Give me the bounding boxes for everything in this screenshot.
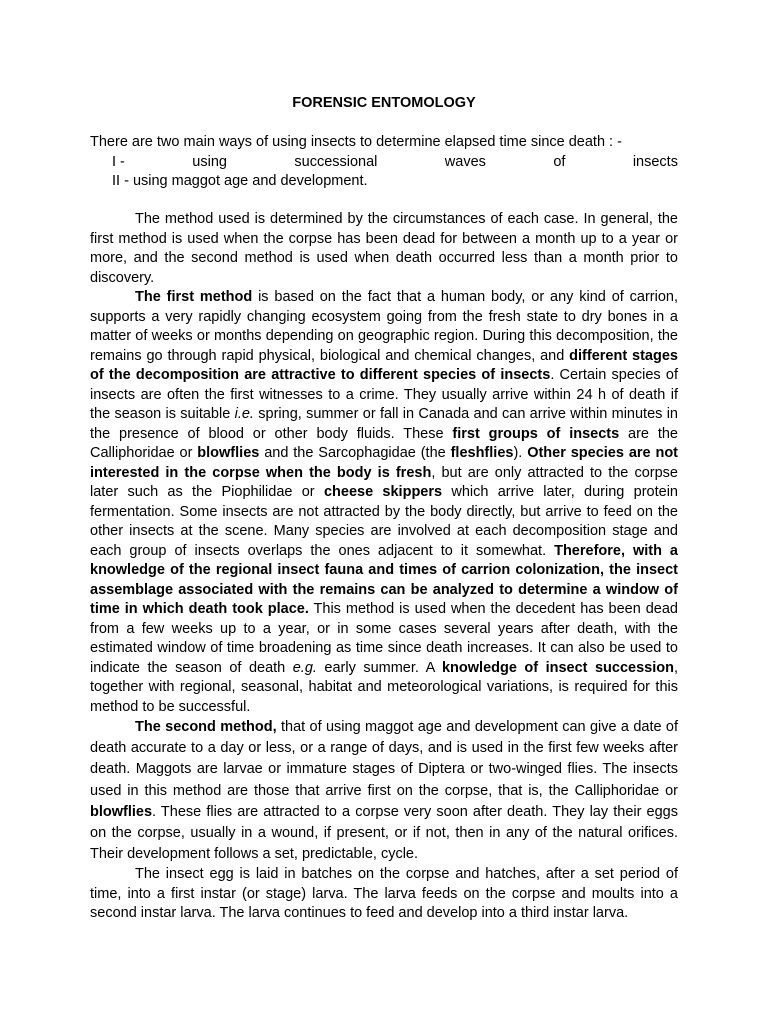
text-run: , together with regional, seasonal, habitat and meteorological variations, is required for this method to be successful. (90, 659, 678, 715)
text-run: are the Calliphoridae or (90, 425, 679, 461)
text-run: and the Sarcophagidae (the (259, 445, 451, 461)
paragraph-second-method (90, 717, 678, 865)
text-run: The method used is determined by the circumstances of each case. In general, the first method is used when the corpse has been dead for between a month up to a year or more, and the second method is used when death occurred less than a month prior to discovery. (90, 211, 678, 286)
paragraph-insect-egg (90, 865, 678, 924)
bold-text-run: The second method, (135, 719, 277, 735)
italic-text-run: e.g. (292, 659, 317, 676)
bold-text-run: different stages of the decomposition are attractive to different species of insects (90, 347, 678, 383)
bold-text-run: cheese skippers (323, 484, 443, 500)
intro-item-1-word: using (192, 153, 227, 170)
text-run: This method is used when the decedent has been dead from a few weeks up to a year, or in some cases several years after death, with the estimated window of time broadening as time since death increases. It can also be used to indicate the season of death (90, 601, 678, 676)
bold-text-run: blowflies (90, 803, 153, 820)
text-run: The insect egg is laid in batches on the corpse and hatches, after a set period of time, into a first instar (or stage) larva. The larva feeds on the corpse and moults into a second instar larva. The larva continues to feed and develop into a third instar larva. (90, 866, 678, 922)
bold-text-run: Other species are not interested in the corpse when the body is fresh (90, 445, 679, 481)
bold-text-run: fleshflies (450, 445, 514, 461)
text-run: ). (513, 445, 528, 461)
bold-text-run: blowflies (197, 445, 260, 461)
text-run: early summer. A (316, 659, 442, 676)
intro-item-1-word: insects (632, 153, 678, 170)
text-run: , but are only attracted to the corpse later such as the Piophilidae or (90, 464, 678, 500)
intro-item-1-word: of (553, 153, 566, 170)
bold-text-run: first groups of insects (452, 425, 620, 442)
text-run: is based on the fact that a human body, or any kind of carrion, supports a very rapidly changing ecosystem going from the fresh state to dry bones in a matter of weeks or months depending on geographic region. During this decomposition, the remains go through rapid physical, biological and chemical changes, and (90, 289, 678, 364)
italic-text-run: i.e. (234, 406, 254, 422)
text-run: spring, summer or fall in Canada and can arrive within minutes in the presence of blood or other body fluids. These (90, 406, 678, 442)
bold-text-run: The first method (135, 289, 253, 305)
paragraph-first-method (90, 288, 678, 717)
text-run: . These flies are attracted to a corpse very soon after death. They lay their eggs on the corpse, usually in a wound, if present, or if not, then in any of the natural orifices. Their development follows a set, predictable, cycle. (90, 803, 678, 863)
intro-item-1-word: successional (294, 153, 378, 170)
text-run: which arrive later, during protein fermentation. Some insects are not attracted by the body directly, but arrive to feed on the other insects at the scene. Many species are involved at each decomposition stage and each group of insects overlaps the ones adjacent to it somewhat. (90, 484, 678, 559)
intro-item-1 (90, 153, 678, 173)
bold-text-run: knowledge of insect succession (441, 659, 674, 676)
text-run: . Certain species of insects are often the first witnesses to a crime. They usually arrive within 24 h of death if the season is suitable (90, 367, 678, 422)
intro-lead: There are two main ways of using insects to determine elapsed time since death : - (90, 134, 622, 150)
intro-item-2: II - using maggot age and development. (112, 173, 368, 189)
document-body (90, 210, 678, 924)
bold-text-run: Therefore, with a knowledge of the regional insect fauna and times of carrion colonization, the insect assemblage associated with the remains can be analyzed to determine a window of time in which death took place. (90, 542, 678, 617)
intro-item-1-word: I - (112, 153, 125, 170)
document-title: FORENSIC ENTOMOLOGY (292, 95, 476, 111)
intro-block (90, 133, 678, 192)
paragraph-method-choice (90, 210, 678, 288)
text-run: that of using maggot age and development can give a date of death accurate to a day or less, or a range of days, and is used in the first few weeks after death. Maggots are larvae or immature stages of Diptera or two-winged flies. The insects used in this method are those that arrive first on the corpse, that is, the Calliphoridae or (90, 719, 678, 799)
intro-item-1-word: waves (444, 153, 486, 170)
